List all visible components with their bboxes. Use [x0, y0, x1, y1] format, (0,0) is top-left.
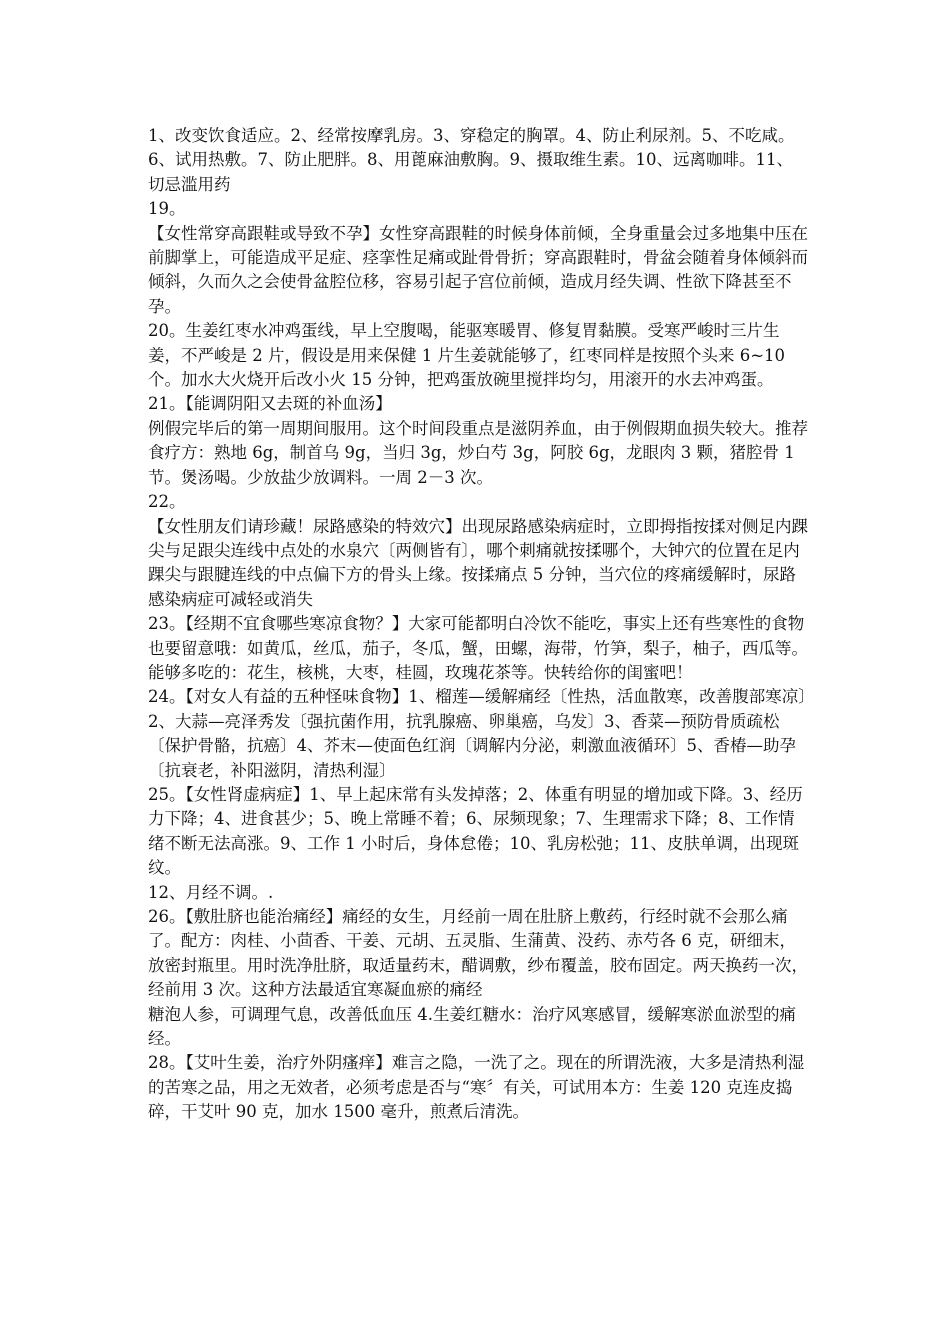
- paragraph-irregular-menses: 12、月经不调。.: [148, 882, 274, 902]
- paragraph-ginseng-ginger: 糖泡人参，可调理气息，改善低血压 4.生姜红糖水：治疗风寒感冒，缓解寒淤血淤型的痛经。: [148, 1004, 796, 1049]
- paragraph-cold-foods: 23。【经期不宜食哪些寒凉食物？】大家可能都明白冷饮不能吃，事实上还有些寒性的食物也要留意哦：如黄瓜，丝瓜，茄子，冬瓜，蟹，田螺，海带，竹笋，梨子，柚子，西瓜等。能够多吃的：花生，核桃，大枣，桂圆，玫瑰花茶等。快转给你的闺蜜吧！: [148, 614, 808, 682]
- paragraph-urinary-acupoint: 【女性朋友们请珍藏！尿路感染的特效穴】出现尿路感染病症时，立即拇指按揉对侧足内踝尖与足跟尖连线中点处的水泉穴〔两侧皆有〕，哪个刺痛就按揉哪个，大钟穴的位置在足内踝尖与跟腱连线的中点偏下方的骨头上缘。按揉痛点 5 分钟，当穴位的疼痛缓解时，尿路感染病症可减轻或消失: [148, 516, 808, 609]
- paragraph-five-foods: 24。【对女人有益的五种怪味食物】1、榴莲—缓解痛经〔性热，活血散寒，改善腹部寒凉〕2、大蒜—亮泽秀发〔强抗菌作用，抗乳腺癌、卵巢癌，乌发〕3、香菜—预防骨质疏松〔保护骨骼，抗癌〕4、芥末—使面色红润〔调解内分泌，刺激血液循环〕5、香椿—助孕〔抗衰老，补阳滋阴，清热利湿〕: [148, 687, 807, 780]
- paragraph-high-heels: 【女性常穿高跟鞋或导致不孕】女性穿高跟鞋的时候身体前倾，全身重量会过多地集中压在前脚掌上，可能造成平足症、痉挛性足痛或趾骨骨折；穿高跟鞋时，骨盆会随着身体倾斜而倾斜，久而久之会使骨盆腔位移，容易引起子宫位前倾，造成月经失调、性欲下降甚至不孕。: [148, 223, 808, 316]
- paragraph-mugwort-ginger: 28。【艾叶生姜，治疗外阴瘙痒】难言之隐，一洗了之。现在的所谓洗液，大多是清热利湿的苦寒之品，用之无效者，必须考虑是否与“寒〞有关，可试用本方：生姜 120 克连皮捣碎，干艾叶 90 克，加水 1500 毫升，煎煮后清洗。: [148, 1053, 805, 1122]
- paragraph-number-22: 22。: [148, 492, 186, 512]
- paragraph-tips-list: 1、改变饮食适应。2、经常按摩乳房。3、穿稳定的胸罩。4、防止利尿剂。5、不吃咸。6、试用热敷。7、防止肥胖。8、用蓖麻油敷胸。9、摄取维生素。10、远离咖啡。11、切忌滥用药: [148, 126, 795, 194]
- paragraph-kidney-symptoms: 25。【女性肾虚病症】1、早上起床常有头发掉落；2、体重有明显的增加或下降。3、经历力下降；4、进食甚少；5、晚上常睡不着；6、尿频现象；7、生理需求下降；8、工作情绪不断无法高涨。9、工作 1 小时后，身体怠倦；10、乳房松弛；11、皮肤单调，出现斑纹。: [148, 784, 803, 878]
- paragraph-number-19: 19。: [148, 199, 186, 219]
- paragraph-navel-remedy: 26。【敷肚脐也能治痛经】痛经的女生，月经前一周在肚脐上敷药，行经时就不会那么痛了。配方：肉桂、小茴香、干姜、元胡、五灵脂、生蒲黄、没药、赤芍各 6 克，研细末，放密封瓶里。用时洗净肚脐，取适量药末，醋调敷，纱布覆盖，胶布固定。两天换药一次，经前用 3 次。这种方法最适宜寒凝血瘀的痛经: [148, 907, 808, 1000]
- paragraph-heading-21: 21。【能调阴阳又去斑的补血汤】: [148, 394, 392, 414]
- document-body: [148, 124, 808, 1125]
- paragraph-ginger-jujube-egg: 20。生姜红枣水冲鸡蛋线，早上空腹喝，能驱寒暖胃、修复胃黏膜。受寒严峻时三片生姜，不严峻是 2 片，假设是用来保健 1 片生姜就能够了，红枣同样是按照个头来 6~10 个。加水大火烧开后改小火 15 分钟，把鸡蛋放碗里搅拌均匀，用滚开的水去冲鸡蛋。: [148, 321, 786, 390]
- paragraph-blood-soup: 例假完毕后的第一周期间服用。这个时间段重点是滋阴养血，由于例假期血损失较大。推荐食疗方：熟地 6g，制首乌 9g，当归 3g，炒白芍 3g，阿胶 6g，龙眼肉 3 颗，猪腔骨 1 节。煲汤喝。少放盐少放调料。一周 2－3 次。: [148, 418, 808, 487]
